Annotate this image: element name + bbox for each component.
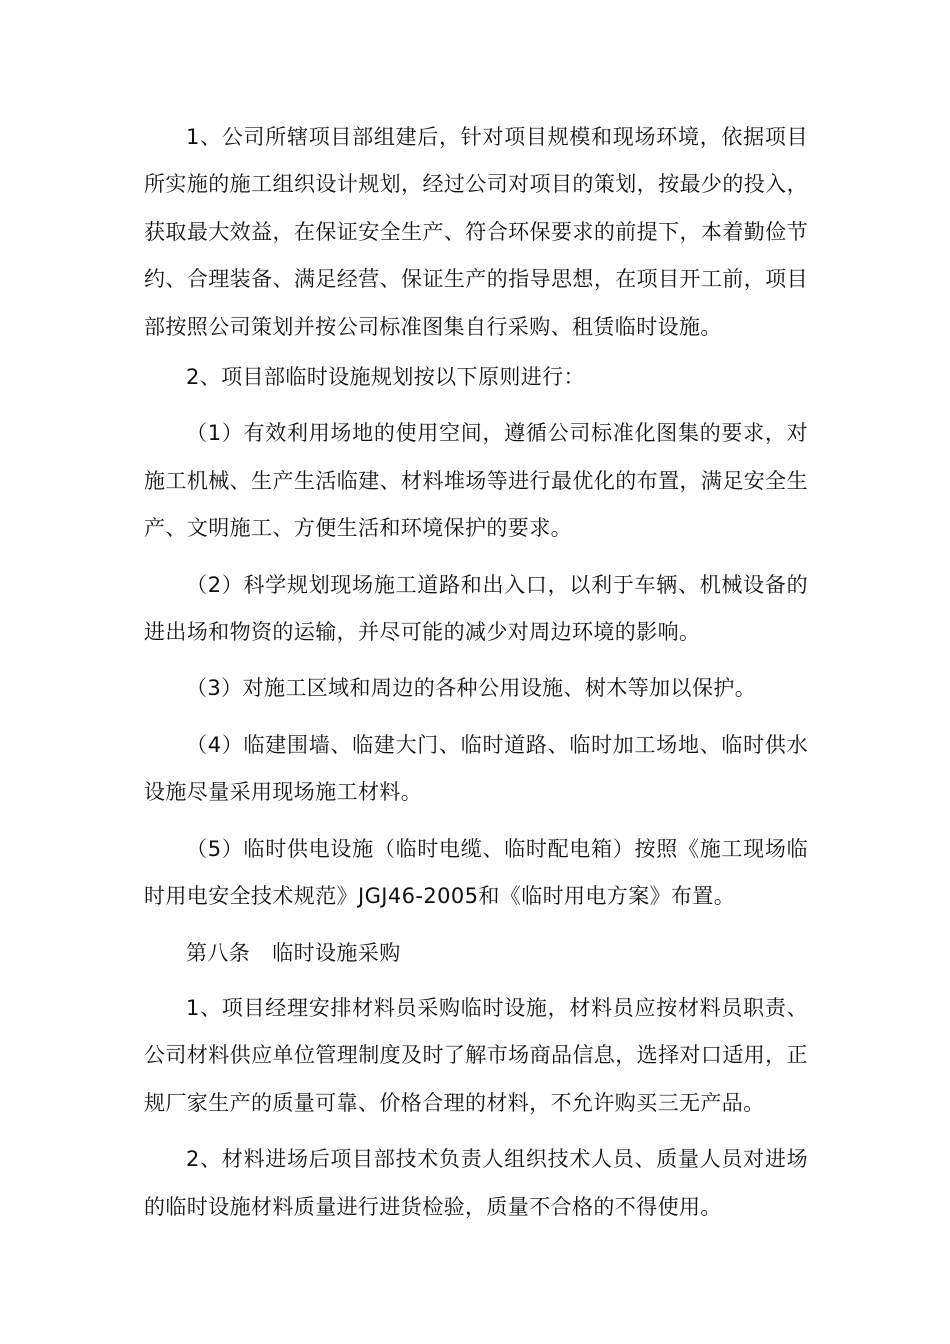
paragraph-1: 1、公司所辖项目部组建后，针对项目规模和现场环境，依据项目所实施的施工组织设计规划，经过公司对项目的策划，按最少的投入，获取最大效益，在保证安全生产、符合环保要求的前提下，本着勤俭节约、合理装备、满足经营、保证生产的指导思想，在项目开工前，项目部按照公司策划并按公司标准图集自行采购、租赁临时设施。 [144, 125, 808, 339]
section-number: 第八条 [186, 940, 251, 965]
paragraph-2: 2、项目部临时设施规划按以下原则进行： [186, 365, 585, 390]
paragraph-5: （3）对施工区域和周边的各种公用设施、树木等加以保护。 [186, 676, 757, 701]
section-paragraph-2: 2、材料进场后项目部技术负责人组织技术人员、质量人员对进场的临时设施材料质量进行进货检验，质量不合格的不得使用。 [144, 1147, 808, 1219]
document-body [144, 114, 808, 1240]
paragraph-4: （2）科学规划现场施工道路和出入口，以利于车辆、机械设备的进出场和物资的运输，并尽可能的减少对周边环境的影响。 [144, 572, 808, 645]
section-title: 临时设施采购 [272, 940, 401, 965]
paragraph-7: （5）临时供电设施（临时电缆、临时配电箱）按照《施工现场临时用电安全技术规范》JGJ46-2005和《临时用电方案》布置。 [144, 836, 808, 909]
paragraph-3: （1）有效利用场地的使用空间，遵循公司标准化图集的要求，对施工机械、生产生活临建、材料堆场等进行最优化的布置，满足安全生产、文明施工、方便生活和环境保护的要求。 [144, 421, 808, 541]
paragraph-6: （4）临建围墙、临建大门、临时道路、临时加工场地、临时供水设施尽量采用现场施工材料。 [144, 732, 808, 805]
section-heading [144, 930, 808, 977]
section-paragraph-1: 1、项目经理安排材料员采购临时设施，材料员应按材料员职责、公司材料供应单位管理制度及时了解市场商品信息，选择对口适用，正规厂家生产的质量可靠、价格合理的材料，不允许购买三无产品。 [144, 995, 808, 1115]
